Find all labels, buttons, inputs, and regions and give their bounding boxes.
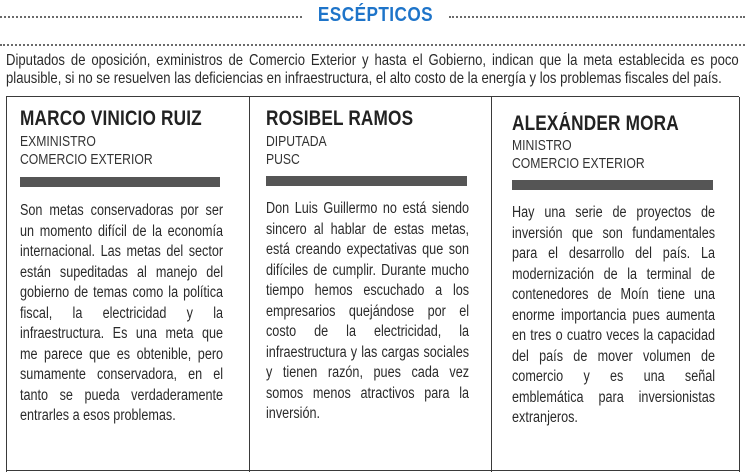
- separator-bar: [20, 177, 220, 187]
- person-role: [266, 133, 327, 169]
- quote-text: [20, 201, 223, 427]
- person-name: MARCO VINICIO RUIZ: [20, 107, 202, 130]
- quote-body: Don Luis Guillermo no está siendo sincero al hablar de estas metas, está creando expectativas que son difíciles de cumplir. Durante mucho tiempo hemos escuchado a los empresarios quejándose por el costo de la electricidad, la infraestructura y las cargas sociales y tienen razón, pues cada vez somos menos atractivos para la inversión.: [266, 200, 470, 422]
- role-line-2: COMERCIO EXTERIOR: [512, 156, 645, 172]
- dotted-rule-bottom: [0, 44, 745, 46]
- separator-bar: [266, 176, 467, 186]
- person-name: ALEXÁNDER MORA: [512, 112, 679, 135]
- role-line-1: DIPUTADA: [266, 134, 327, 150]
- section-header: [0, 0, 745, 44]
- quote-column-ruiz: [6, 97, 248, 472]
- role-line-1: EXMINISTRO: [20, 134, 96, 150]
- person-name: ROSIBEL RAMOS: [266, 107, 414, 130]
- dotted-rule-left: [0, 16, 302, 18]
- role-line-2: COMERCIO EXTERIOR: [20, 152, 153, 168]
- intro-text: Diputados de oposición, exministros de Comercio Exterior y hasta el Gobierno, indican que la meta establecida es poco plausible, si no se resuelven las deficiencias en infraestructura, el alto costo de la energía y los problemas fiscales del país.: [6, 52, 739, 87]
- column-divider: [739, 97, 740, 472]
- table-bottom-rule: [6, 470, 739, 471]
- role-line-1: MINISTRO: [512, 138, 572, 154]
- section-title: ESCÉPTICOS: [317, 4, 434, 26]
- person-role: [20, 133, 153, 169]
- dotted-rule-right: [449, 16, 745, 18]
- quote-column-mora: [492, 97, 739, 472]
- separator-bar: [512, 180, 713, 190]
- quote-body: Hay una serie de proyectos de inversión que son fundamentales para el desarrollo del país. La modernización de la terminal de contenedores de Moín tiene una enorme importancia pues aumenta en tres o cuatro veces la capacidad del país de mover volumen de comercio y es una señal emblemática para inversionistas extranjeros.: [512, 204, 716, 426]
- quote-body: Son metas conservadoras por ser un momento difícil de la economía internacional. Las metas del sector están supeditadas al manejo del gobierno de temas como la política fiscal, la electricidad y la infraestructura. Es una meta que me parece que es obtenible, pero sumamente conservadora, en el tanto se pueda verdaderamente entrarles a esos problemas.: [20, 202, 224, 424]
- quote-column-ramos: [250, 97, 490, 472]
- person-role: [512, 137, 645, 173]
- role-line-2: PUSC: [266, 152, 300, 168]
- intro-paragraph: [6, 52, 739, 88]
- quote-text: [512, 203, 715, 429]
- quote-text: [266, 199, 469, 425]
